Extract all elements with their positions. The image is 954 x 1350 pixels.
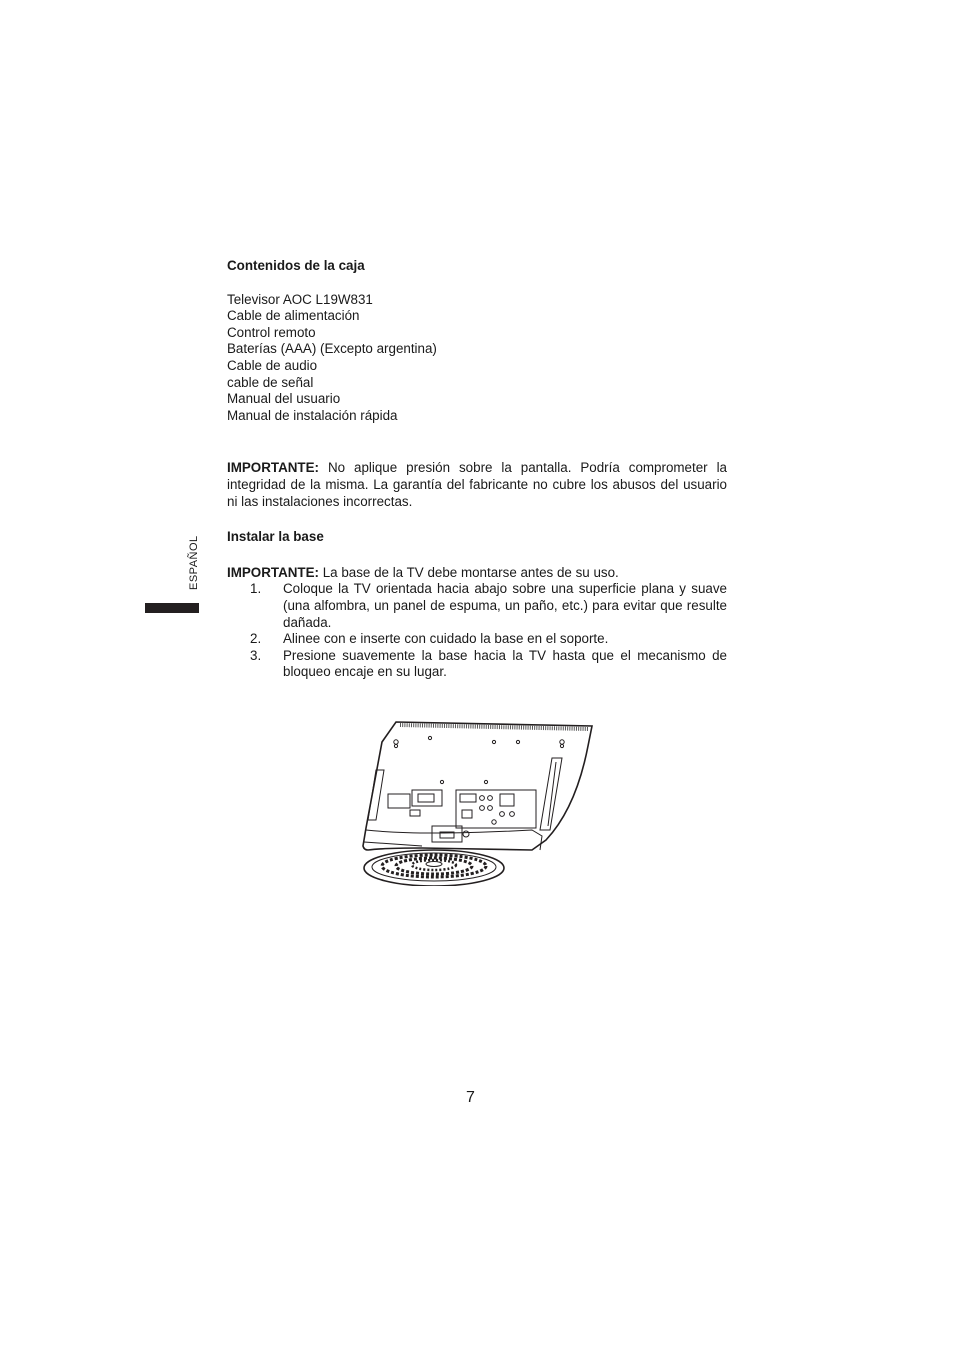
box-contents-list bbox=[227, 292, 727, 425]
step-text: Presione suavemente la base hacia la TV hasta que el mecanismo de bloqueo encaje en su lugar. bbox=[283, 647, 727, 680]
important-notice bbox=[227, 460, 727, 510]
page-content bbox=[227, 258, 727, 681]
step-number: 1. bbox=[250, 581, 262, 597]
important-label: IMPORTANTE: bbox=[227, 460, 319, 476]
step-item bbox=[227, 581, 727, 631]
box-contents-heading: Contenidos de la caja bbox=[227, 258, 365, 273]
language-tab-marker bbox=[145, 603, 199, 613]
list-item: Manual de instalación rápida bbox=[227, 407, 398, 423]
step-text: Coloque la TV orientada hacia abajo sobre una superficie plana y suave (una alfombra, un panel de espuma, un paño, etc.) para evitar que resulte dañada. bbox=[283, 581, 727, 630]
step-item bbox=[227, 631, 727, 648]
step-item bbox=[227, 648, 727, 681]
important-text: No aplique presión sobre la pantalla. Podría comprometer la integridad de la misma. La garantía del fabricante no cubre los abusos del usuario ni las instalaciones incorrectas. bbox=[227, 460, 727, 509]
install-important bbox=[227, 565, 727, 582]
install-important-text: La base de la TV debe montarse antes de su uso. bbox=[319, 564, 619, 580]
list-item: Cable de alimentación bbox=[227, 308, 360, 324]
list-item: Manual del usuario bbox=[227, 391, 341, 407]
step-text: Alinee con e inserte con cuidado la base en el soporte. bbox=[283, 631, 609, 647]
page-number: 7 bbox=[466, 1089, 475, 1106]
install-steps bbox=[227, 581, 727, 681]
install-base-heading: Instalar la base bbox=[227, 529, 324, 545]
list-item: cable de señal bbox=[227, 374, 314, 390]
tv-rear-with-base-illustration bbox=[362, 718, 594, 886]
list-item: Cable de audio bbox=[227, 357, 318, 373]
step-number: 2. bbox=[250, 631, 262, 647]
list-item: Televisor AOC L19W831 bbox=[227, 291, 373, 307]
list-item: Control remoto bbox=[227, 324, 316, 340]
language-tab-label: ESPAÑOL bbox=[188, 535, 200, 590]
install-important-label: IMPORTANTE: bbox=[227, 564, 319, 580]
list-item: Baterías (AAA) (Excepto argentina) bbox=[227, 341, 437, 357]
step-number: 3. bbox=[250, 647, 262, 663]
